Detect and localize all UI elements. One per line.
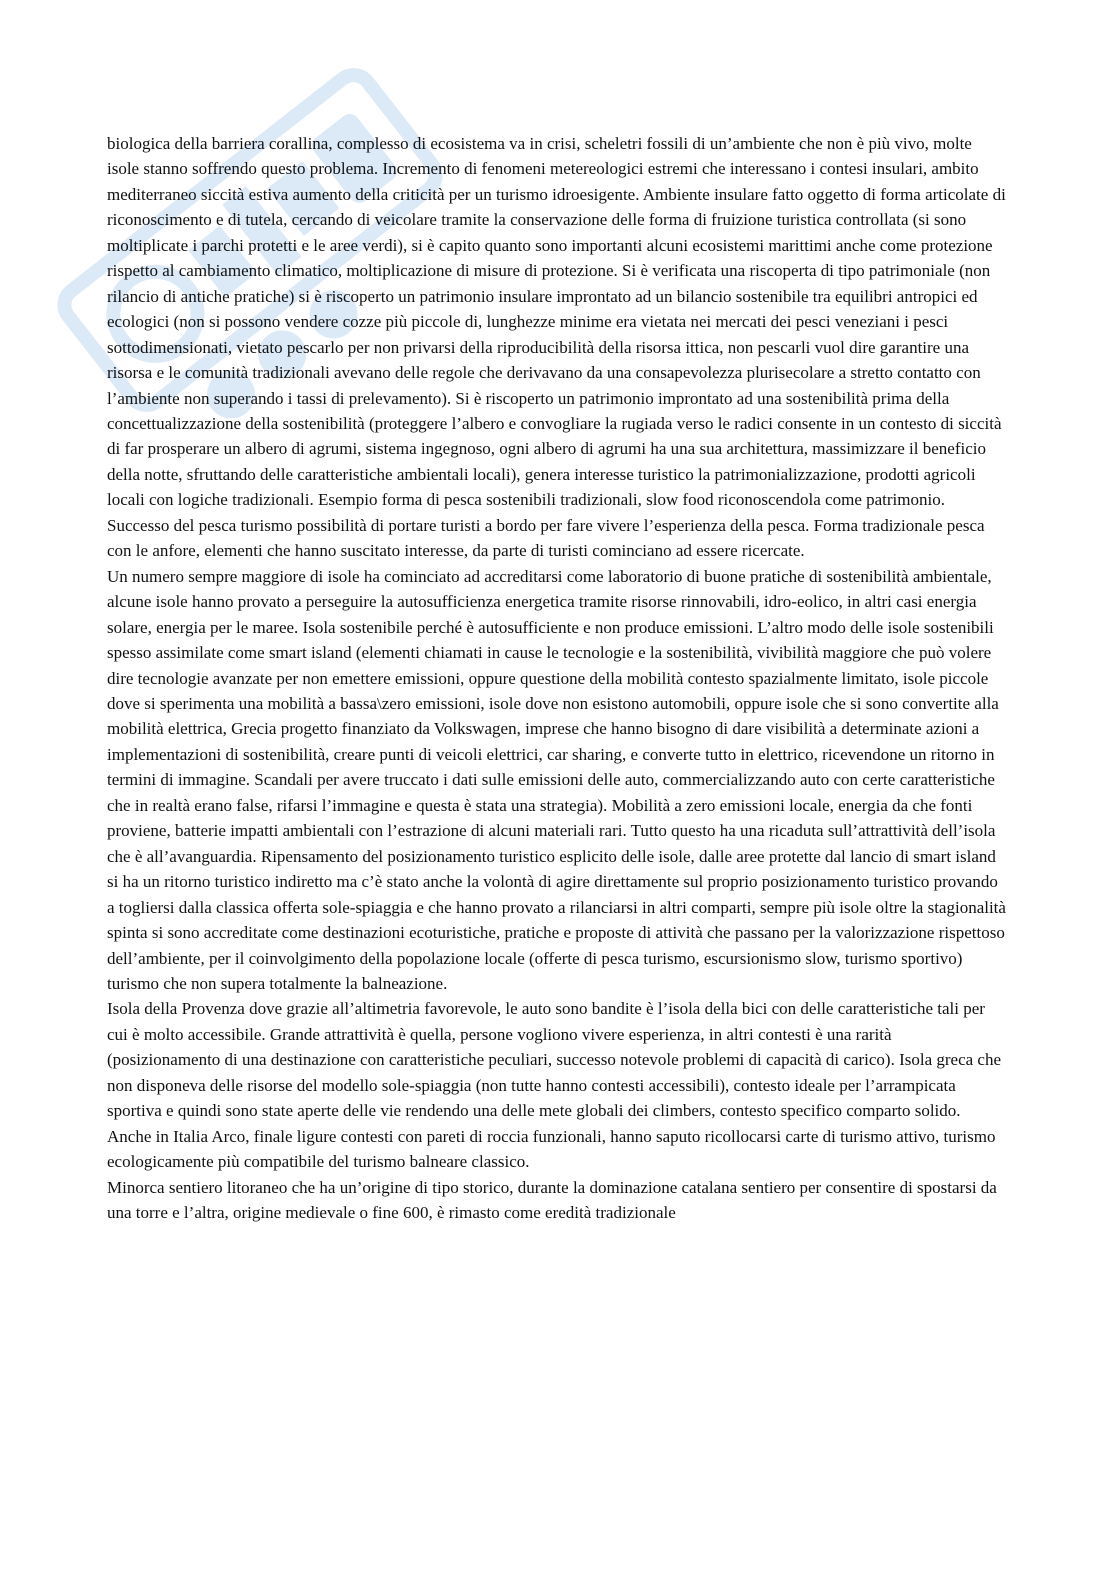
paragraph-5: Minorca sentiero litoraneo che ha un’origine di tipo storico, durante la dominazione catalana sentiero per consentire di spostarsi da una torre e l’altra, origine medievale o fine 600, è rimasto come eredità tradizionale bbox=[107, 1177, 997, 1223]
paragraph-3: Isola della Provenza dove grazie all’altimetria favorevole, le auto sono bandite è l’isola della bici con delle caratteristiche tali per cui è molto accessibile. Grande attrattività è quella, persone vogliono vivere esperienza, in altri contesti è una rarità (posizionamento di una destinazione con caratteristiche peculiari, successo notevole problemi di capacità di carico). Isola greca che non disponeva delle risorse del modello sole-spiaggia (non tutte hanno contesti accessibili), contesto ideale per l’arrampicata sportiva e quindi sono state aperte delle vie rendendo una delle mete globali dei climbers, contesto specifico comparto solido. bbox=[107, 999, 1002, 1121]
paragraph-1: biologica della barriera corallina, complesso di ecosistema va in crisi, scheletri fossili di un’ambiente che non è più vivo, molte isole stanno soffrendo questo problema. Incremento di fenomeni metereologici estremi che interessano i contesi insulari, ambito mediterraneo siccità estiva aumento della criticità per un turismo idroesigente. Ambiente insulare fatto oggetto di forma articolate di riconoscimento e di tutela, cercando di veicolare tramite la conservazione delle forma di fruizione turistica controllata (si sono moltiplicate i parchi protetti e le aree verdi), si è capito quanto sono importanti alcuni ecosistemi marittimi anche come protezione rispetto al cambiamento climatico, moltiplicazione di misure di protezione. Si è verificata una riscoperta di tipo patrimoniale (non rilancio di antiche pratiche) si è riscoperto un patrimonio insulare improntato ad un bilancio sostenibile tra equilibri antropici ed ecologici (non si possono vendere cozze più piccole di, lunghezze minime era vietata nei mercati dei pesci veneziani i pesci sottodimensionati, vietato pescarlo per non privarsi della riproducibilità della risorsa ittica, non pescarli vuol dire garantire una risorsa e le comunità tradizionali avevano delle regole che derivavano da una consapevolezza plurisecolare a stretto contatto con l’ambiente non superando i tassi di prelevamento). Si è riscoperto un patrimonio improntato ad una sostenibilità prima della concettualizzazione della sostenibilità (proteggere l’albero e convogliare la rugiada verso le radici consente in un contesto di siccità di far prosperare un albero di agrumi, sistema ingegnoso, ogni albero di agrumi ha una sua architettura, massimizzare il beneficio della notte, sfruttando delle caratteristiche ambientali locali), genera interesse turistico la patrimonializzazione, prodotti agricoli locali con logiche tradizionali. Esempio forma di pesca sostenibili tradizionali, slow food riconoscendola come patrimonio. Successo del pesca turismo possibilità di portare turisti a bordo per fare vivere l’esperienza della pesca. Forma tradizionale pesca con le anfore, elementi che hanno suscitato interesse, da parte di turisti cominciano ad essere ricercate. bbox=[107, 134, 1006, 561]
paragraph-2: Un numero sempre maggiore di isole ha cominciato ad accreditarsi come laboratorio di buone pratiche di sostenibilità ambientale, alcune isole hanno provato a perseguire la autosufficienza energetica tramite risorse rinnovabili, idro-eolico, in altri casi energia solare, energia per le maree. Isola sostenibile perché è autosufficiente e non produce emissioni. L’altro modo delle isole sostenibili spesso assimilate come smart island (elementi chiamati in cause le tecnologie e la sostenibilità, vivibilità maggiore che può volere dire tecnologie avanzate per non emettere emissioni, oppure questione della mobilità contesto spazialmente limitato, isole piccole dove si sperimenta una mobilità a bassa\zero emissioni, isole dove non esistono automobili, oppure isole che si sono convertite alla mobilità elettrica, Grecia progetto finanziato da Volkswagen, imprese che hanno bisogno di dare visibilità a determinate azioni a implementazioni di sostenibilità, creare punti di veicoli elettrici, car sharing, e converte tutto in elettrico, ricevendone un ritorno in termini di immagine. Scandali per avere truccato i dati sulle emissioni delle auto, commercializzando auto con certe caratteristiche che in realtà erano false, rifarsi l’immagine e questa è stata una strategia). Mobilità a zero emissioni locale, energia da che fonti proviene, batterie impatti ambientali con l’estrazione di alcuni materiali rari. Tutto questo ha una ricaduta sull’attrattività dell’isola che è all’avanguardia. Ripensamento del posizionamento turistico esplicito delle isole, dalle aree protette dal lancio di smart island si ha un ritorno turistico indiretto ma c’è stato anche la volontà di agire direttamente sul proprio posizionamento turistico provando a togliersi dalla classica offerta sole-spiaggia e che hanno provato a rilanciarsi in altri comparti, sempre più isole oltre la stagionalità spinta si sono accreditate come destinazioni ecoturistiche, pratiche e proposte di attività che passano per la valorizzazione rispettoso dell’ambiente, per il coinvolgimento della popolazione locale (offerte di pesca turismo, escursionismo slow, turismo sportivo) turismo che non supera totalmente la balneazione. bbox=[107, 566, 1006, 993]
paragraph-4: Anche in Italia Arco, finale ligure contesti con pareti di roccia funzionali, hanno saputo ricollocarsi carte di turismo attivo, turismo ecologicamente più compatibile del turismo balneare classico. bbox=[107, 1126, 996, 1172]
document-body bbox=[107, 131, 1007, 1225]
